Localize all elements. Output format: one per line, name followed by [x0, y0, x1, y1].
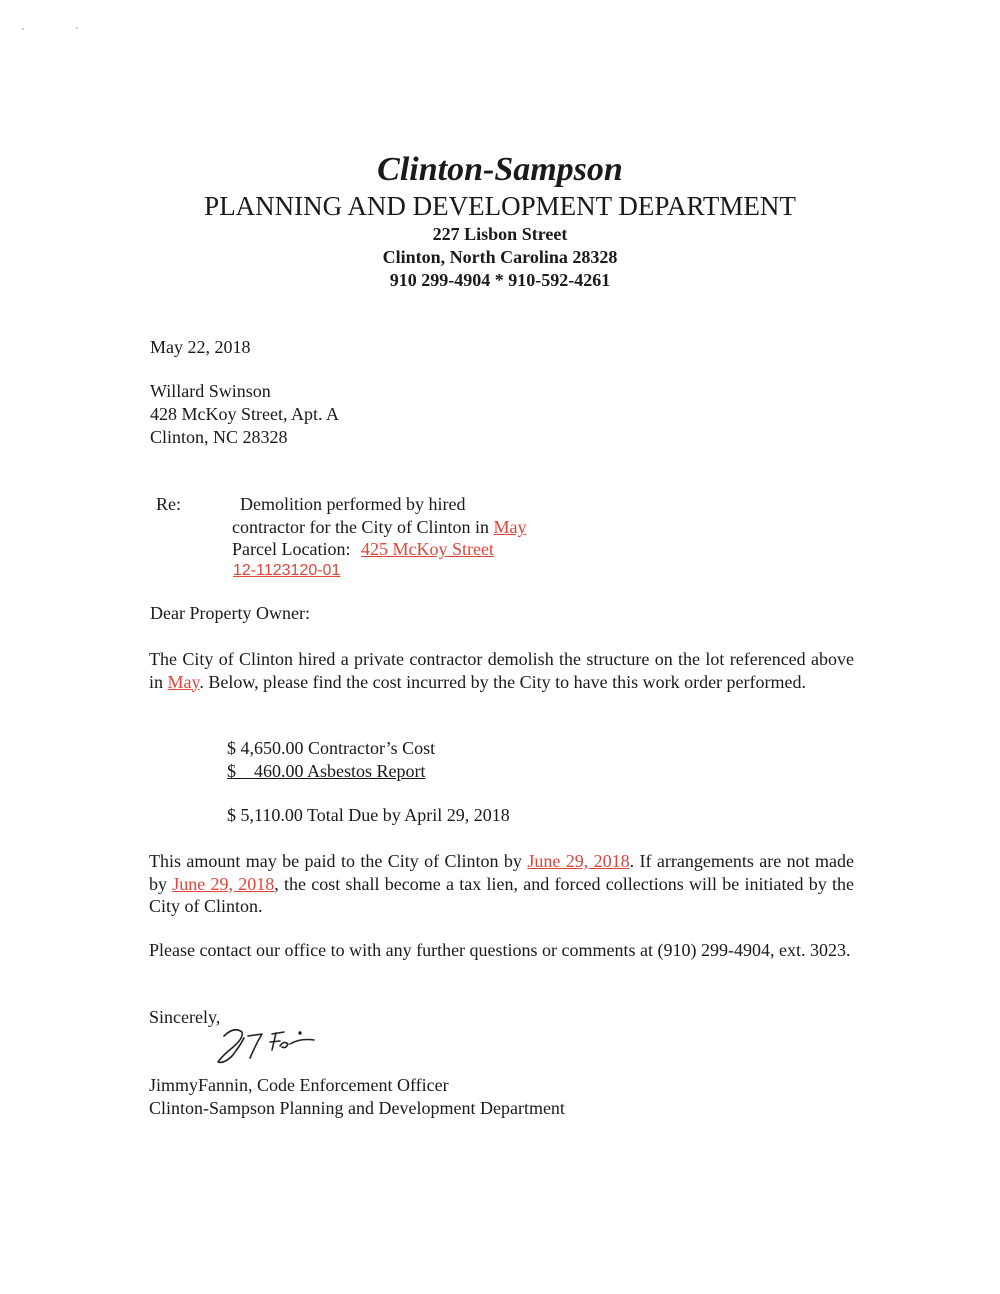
- para1-text-b: . Below, please find the cost incurred by the City to have this work order performed.: [199, 671, 807, 692]
- re-line2: [232, 516, 526, 538]
- para2-text-c: , the cost shall become a tax lien, and forced collections will be initiated by the City of Clinton.: [149, 873, 854, 916]
- body-paragraph-1: [149, 648, 854, 693]
- re-line2-text: contractor for the City of Clinton in: [232, 517, 494, 537]
- scan-speck: [76, 27, 78, 29]
- letterhead-street: 227 Lisbon Street: [432, 224, 568, 244]
- due-date-link-2[interactable]: June 29, 2018: [172, 873, 275, 894]
- letterhead-department: PLANNING AND DEVELOPMENT DEPARTMENT: [204, 191, 796, 221]
- re-label: Re:: [156, 494, 181, 514]
- recipient-street: 428 McKoy Street, Apt. A: [150, 404, 339, 424]
- body-paragraph-2: [149, 850, 854, 918]
- letterhead-city: Clinton, North Carolina 28328: [382, 247, 618, 267]
- para2-text-a: This amount may be paid to the City of Clinton by: [149, 851, 528, 871]
- recipient-name: Willard Swinson: [150, 381, 271, 401]
- closing: Sincerely,: [149, 1007, 221, 1027]
- recipient-city: Clinton, NC 28328: [150, 427, 288, 447]
- due-date-link-1[interactable]: June 29, 2018: [527, 851, 630, 871]
- signer-title: JimmyFannin, Code Enforcement Officer: [149, 1075, 449, 1095]
- re-line1: Demolition performed by hired: [240, 494, 466, 514]
- body-paragraph-3: Please contact our office to with any further questions or comments at (910) 299-4904, ext. 3023.: [149, 940, 851, 960]
- scan-speck: [22, 28, 24, 30]
- parcel-id-link[interactable]: 12-1123120-01: [233, 562, 341, 579]
- letterhead-org: Clinton-Sampson: [377, 151, 623, 188]
- para2-text-b: . If arrangements are not made by: [149, 851, 854, 894]
- parcel-label: Parcel Location:: [232, 539, 351, 559]
- letterhead-phones: 910 299-4904 * 910-592-4261: [389, 270, 611, 290]
- handwritten-signature: [214, 1022, 324, 1068]
- para1-month-link[interactable]: May: [167, 671, 200, 692]
- re-month-link[interactable]: May: [493, 517, 527, 537]
- parcel-address-link[interactable]: 425 McKoy Street: [360, 539, 494, 559]
- cost-contractor: $ 4,650.00 Contractor’s Cost: [227, 738, 436, 758]
- re-parcel-line: [232, 538, 494, 560]
- para1-text-a: The City of Clinton hired a private contractor demolish the structure on the lot referenced above in: [149, 649, 854, 692]
- signer-department: Clinton-Sampson Planning and Development Department: [149, 1098, 565, 1118]
- cost-total: $ 5,110.00 Total Due by April 29, 2018: [227, 805, 510, 825]
- letter-date: May 22, 2018: [150, 337, 251, 357]
- salutation: Dear Property Owner:: [150, 603, 310, 623]
- cost-asbestos: $ 460.00 Asbestos Report: [227, 761, 426, 781]
